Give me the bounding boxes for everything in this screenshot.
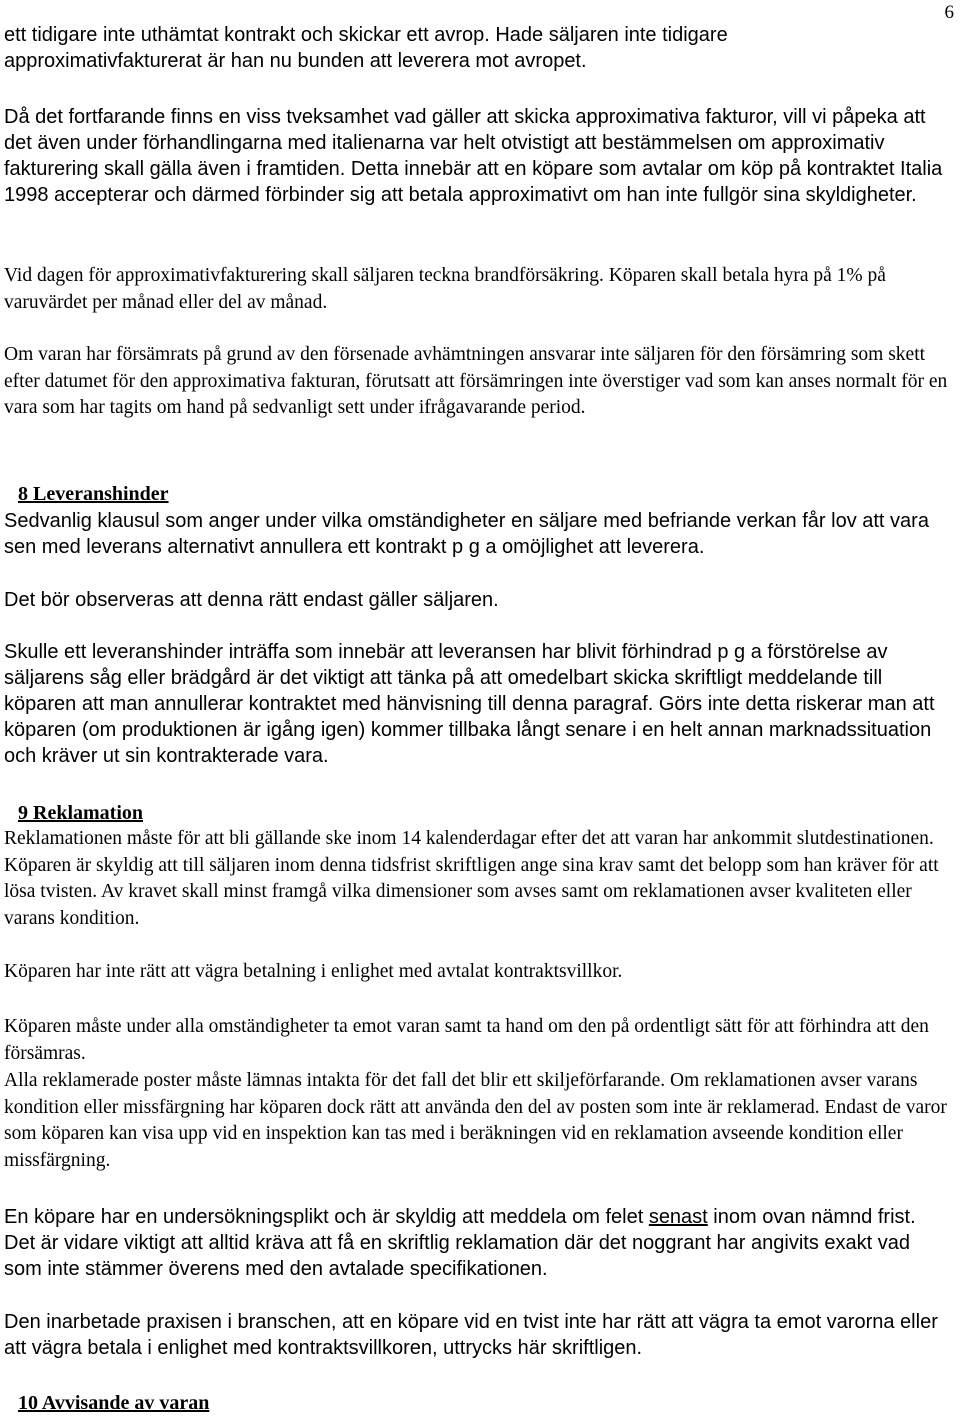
section-heading-9 bbox=[4, 800, 952, 826]
paragraph-deterioration: Om varan har försämrats på grund av den försenade avhämtningen ansvarar inte säljaren för den försämring som skett efter datumet för den approximativa fakturan, förutsatt att försämringen inte överstiger vad som kan anses normalt för en vara som har tagits om hand på sedvanligt sett under ifrågavarande period. bbox=[4, 344, 948, 418]
paragraph-industry-practice: Den inarbetade praxisen i branschen, att en köpare vid en tvist inte har rätt att vägra ta emot varorna eller att vägra betala i enlighet med kontraktsvillkoren, uttrycks här skriftligen. bbox=[4, 1311, 938, 1359]
heading-bullet bbox=[4, 1390, 18, 1416]
paragraph-delivery-obstacle-notice: Skulle ett leveranshinder inträffa som innebär att leveransen har blivit förhindrad p g a förstörelse av säljarens såg eller brädgård är det viktigt att tänka på att omedelbart skicka skriftligt meddelande till köparen att man annullerar kontraktet med hänvisning till denna paragraf. Görs inte detta riskerar man att köparen (om produktionen är igång igen) kommer tillbaka långt senare i en helt annan marknadssituation och kräver ut sin kontrakterade vara. bbox=[4, 641, 935, 767]
section-heading-8 bbox=[4, 481, 952, 507]
section-heading-9-text: 9 Reklamation bbox=[18, 802, 143, 824]
section-heading-10 bbox=[4, 1390, 952, 1416]
page-number: 6 bbox=[944, 2, 954, 23]
heading-bullet bbox=[4, 481, 18, 507]
paragraph-approximative-invoicing-end: ett tidigare inte uthämtat kontrakt och skickar ett avrop. Hade säljaren inte tidigare approximativfakturerat är han nu bunden att leverera mot avropet. bbox=[4, 24, 728, 72]
paragraph-complaint-deadline: Reklamationen måste för att bli gällande ske inom 14 kalenderdagar efter det att varan har ankommit slutdestinationen. Köparen är skyldig att till säljaren inom denna tidsfrist skriftligen ange sina krav samt det belopp som han kräver för att lösa tvisten. Av kravet skall minst framgå vilka dimensioner som avses samt om reklamationen avser kvaliteten eller varans kondition. bbox=[4, 828, 939, 929]
inspection-duty-text-a: En köpare har en undersökningsplikt och är skyldig att meddela om felet bbox=[4, 1206, 649, 1228]
paragraph-fire-insurance: Vid dagen för approximativfakturering skall säljaren teckna brandförsäkring. Köparen skall betala hyra på 1% på varuvärdet per månad eller del av månad. bbox=[4, 265, 886, 313]
inspection-duty-emphasis: senast bbox=[648, 1206, 708, 1228]
paragraph-arbitration: Alla reklamerade poster måste lämnas intakta för det fall det blir ett skiljeförfarande. Om reklamationen avser varans kondition eller missfärgning har köparen dock rätt att använda den del av posten som inte är reklamerad. Endast de varor som köparen kan visa upp vid en inspektion kan tas med i beräkningen vid en reklamation avseende kondition eller missfärgning. bbox=[4, 1070, 947, 1171]
paragraph-payment-refusal: Köparen har inte rätt att vägra betalning i enlighet med avtalat kontraktsvillkor. bbox=[4, 961, 623, 982]
section-heading-10-text: 10 Avvisande av varan bbox=[18, 1392, 210, 1414]
paragraph-delivery-obstacle-clause: Sedvanlig klausul som anger under vilka omständigheter en säljare med befriande verkan får lov att vara sen med leverans alternativt annullera ett kontrakt p g a omöjlighet att leverera. bbox=[4, 510, 929, 558]
heading-bullet bbox=[4, 800, 18, 826]
paragraph-accept-goods: Köparen måste under alla omständigheter ta emot varan samt ta hand om den på ordentligt sätt för att förhindra att den försämras. bbox=[4, 1016, 929, 1064]
paragraph-approximative-invoicing-doubt: Då det fortfarande finns en viss tveksamhet vad gäller att skicka approximativa fakturor, vill vi påpeka att det även under förhandlingarna med italienarna var helt otvistigt att bestämmelsen om approximativ fakturering skall gälla även i framtiden. Detta innebär att en köpare som avtalar om köp på kontraktet Italia 1998 accepterar och därmed förbinder sig att betala approximativt om han inte fullgör sina skyldigheter. bbox=[4, 106, 943, 206]
section-heading-8-text: 8 Leveranshinder bbox=[18, 483, 169, 505]
inspection-duty-text-b: inom ovan nämnd frist. Det är vidare viktigt att alltid kräva att få en skriftlig reklamation där det noggrant har angivits exakt vad som inte stämmer överens med den avtalade specifikationen. bbox=[4, 1206, 916, 1280]
paragraph-seller-only: Det bör observeras att denna rätt endast gäller säljaren. bbox=[4, 589, 499, 611]
paragraph-inspection-duty bbox=[4, 1204, 952, 1282]
